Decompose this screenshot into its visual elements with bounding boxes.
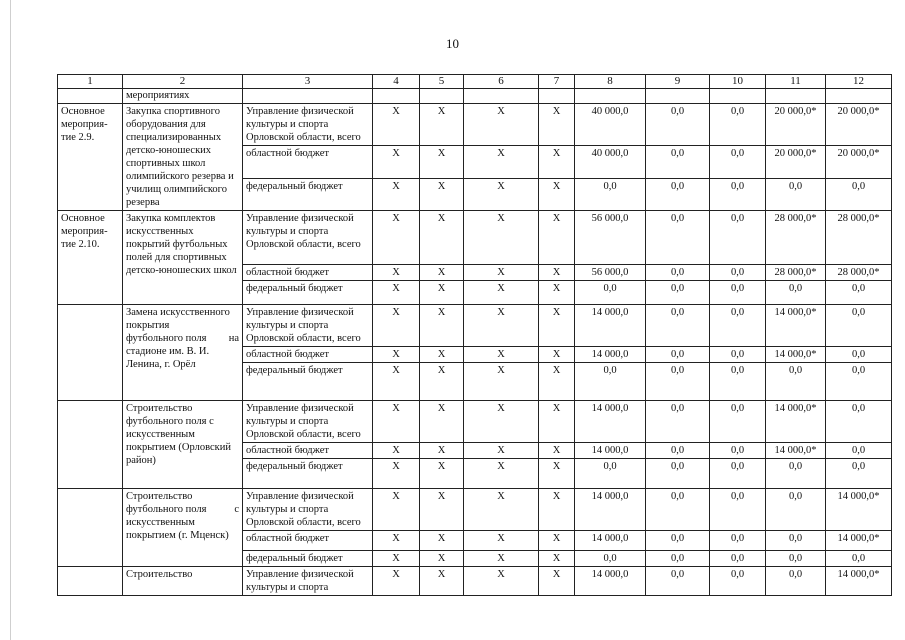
cell-c5: X: [420, 104, 464, 146]
cell-c5: X: [420, 281, 464, 305]
event-name-line: [126, 503, 239, 516]
cell-c10: 0,0: [710, 489, 766, 531]
cell-c9: 0,0: [646, 459, 710, 489]
cell-c7: X: [539, 347, 575, 363]
cell-c5: X: [420, 211, 464, 265]
cell-c6: X: [464, 211, 539, 265]
cell-c12: 0,0: [826, 401, 892, 443]
event-name-part: футбольного поля: [126, 504, 207, 515]
cell-c8: 40 000,0: [575, 146, 646, 179]
cell-c8: 14 000,0: [575, 531, 646, 551]
program-table: [57, 74, 892, 596]
cell-c8: 56 000,0: [575, 265, 646, 281]
cell-c7: X: [539, 401, 575, 443]
col-header: 5: [420, 75, 464, 89]
cell-c11: 0,0: [766, 459, 826, 489]
cell-c12: 14 000,0*: [826, 531, 892, 551]
table-row: [58, 104, 892, 146]
cell-c10: 0,0: [710, 347, 766, 363]
cell-c9: 0,0: [646, 347, 710, 363]
cell-c11: 20 000,0*: [766, 146, 826, 179]
col-header: 8: [575, 75, 646, 89]
cell-c7: X: [539, 459, 575, 489]
cell-c6: X: [464, 305, 539, 347]
cell-c7: X: [539, 489, 575, 531]
cell-c6: X: [464, 146, 539, 179]
event-code: [58, 567, 123, 596]
cell: [539, 89, 575, 104]
cell-c6: X: [464, 363, 539, 401]
cell-c10: 0,0: [710, 146, 766, 179]
event-name-line: [126, 332, 239, 345]
cell: [373, 89, 420, 104]
cell-c7: X: [539, 567, 575, 596]
cell-c10: 0,0: [710, 265, 766, 281]
cell-c11: 14 000,0*: [766, 347, 826, 363]
cell-c9: 0,0: [646, 531, 710, 551]
cell-c6: X: [464, 443, 539, 459]
cell-c4: X: [373, 211, 420, 265]
cell-c9: 0,0: [646, 211, 710, 265]
cell-c10: 0,0: [710, 551, 766, 567]
cell-c12: 20 000,0*: [826, 146, 892, 179]
funding-source: Управление физической культуры и спорта: [243, 567, 373, 596]
event-name-part: стадионе им. В. И. Ленина, г. Орёл: [126, 346, 210, 370]
cell-c4: X: [373, 489, 420, 531]
cell-c4: X: [373, 363, 420, 401]
cell-c6: X: [464, 265, 539, 281]
cell-c4: X: [373, 401, 420, 443]
cell-c5: X: [420, 531, 464, 551]
table-row: [58, 211, 892, 265]
cell-c10: 0,0: [710, 459, 766, 489]
table-row: [58, 305, 892, 347]
cell-c8: 14 000,0: [575, 443, 646, 459]
cell-c5: X: [420, 179, 464, 211]
cell-c11: 20 000,0*: [766, 104, 826, 146]
cell-c9: 0,0: [646, 567, 710, 596]
cell-c10: 0,0: [710, 401, 766, 443]
event-name: Закупка комплектов искусственных покрытий футбольных полей для спортивных детско-юношеских школ: [123, 211, 243, 305]
cell-c5: X: [420, 567, 464, 596]
cell-c9: 0,0: [646, 551, 710, 567]
cell-c11: 0,0: [766, 179, 826, 211]
cell-c8: 40 000,0: [575, 104, 646, 146]
event-name: [123, 489, 243, 567]
event-code: Основное мероприя-тие 2.10.: [58, 211, 123, 305]
col-header: 1: [58, 75, 123, 89]
page-edge-line: [10, 0, 11, 640]
cell-c9: 0,0: [646, 489, 710, 531]
page-number: 10: [446, 36, 459, 51]
cell-c4: X: [373, 567, 420, 596]
cell-c12: 0,0: [826, 443, 892, 459]
cell-c12: 0,0: [826, 281, 892, 305]
cell-c11: 14 000,0*: [766, 401, 826, 443]
cell: [646, 89, 710, 104]
cell-c10: 0,0: [710, 363, 766, 401]
cell-c7: X: [539, 443, 575, 459]
cell-c4: X: [373, 146, 420, 179]
event-code: [58, 489, 123, 567]
cell-c5: X: [420, 401, 464, 443]
cell-c10: 0,0: [710, 443, 766, 459]
cell-c10: 0,0: [710, 567, 766, 596]
cell-c4: X: [373, 459, 420, 489]
event-name-part: Замена искусственного покрытия: [126, 307, 230, 331]
cell-c4: X: [373, 281, 420, 305]
cell-c11: 0,0: [766, 551, 826, 567]
cell-c8: 14 000,0: [575, 567, 646, 596]
cell-c9: 0,0: [646, 146, 710, 179]
cell-c11: 14 000,0*: [766, 443, 826, 459]
cell-c5: X: [420, 551, 464, 567]
event-code: [58, 305, 123, 401]
funding-source: Управление физической культуры и спорта Орловской области, всего: [243, 211, 373, 265]
cell-c10: 0,0: [710, 281, 766, 305]
event-code: [58, 401, 123, 489]
cell: [464, 89, 539, 104]
cell: [58, 89, 123, 104]
cell-c4: X: [373, 443, 420, 459]
funding-source: областной бюджет: [243, 347, 373, 363]
cell-c12: 0,0: [826, 179, 892, 211]
cell-c11: 28 000,0*: [766, 265, 826, 281]
cell-c7: X: [539, 179, 575, 211]
cell-c7: X: [539, 104, 575, 146]
col-header: 10: [710, 75, 766, 89]
cell-c5: X: [420, 305, 464, 347]
funding-source: Управление физической культуры и спорта Орловской области, всего: [243, 305, 373, 347]
event-name: Закупка спортивного оборудования для специализированных детско-юношеских спортивных школ олимпийского резерва и училищ олимпийского резерва: [123, 104, 243, 211]
cell-c5: X: [420, 347, 464, 363]
cell-c12: 14 000,0*: [826, 489, 892, 531]
cell-c8: 0,0: [575, 459, 646, 489]
cell-c6: X: [464, 281, 539, 305]
event-code: Основное мероприя-тие 2.9.: [58, 104, 123, 211]
cell: [420, 89, 464, 104]
cell-c4: X: [373, 265, 420, 281]
cell-c4: X: [373, 104, 420, 146]
cell-c10: 0,0: [710, 104, 766, 146]
cell-c12: 0,0: [826, 347, 892, 363]
cell-c8: 14 000,0: [575, 305, 646, 347]
event-name: Строительство: [123, 567, 243, 596]
cell-c4: X: [373, 305, 420, 347]
cell-c8: 14 000,0: [575, 347, 646, 363]
cell-c5: X: [420, 459, 464, 489]
cell-c7: X: [539, 363, 575, 401]
event-name-part: на: [228, 333, 239, 344]
cell-c5: X: [420, 146, 464, 179]
cell-c5: X: [420, 443, 464, 459]
event-name-part: футбольного поля: [126, 333, 207, 344]
col-header: 12: [826, 75, 892, 89]
table-row: [58, 567, 892, 596]
cell-c11: 0,0: [766, 363, 826, 401]
funding-source: федеральный бюджет: [243, 459, 373, 489]
cell-c12: 20 000,0*: [826, 104, 892, 146]
event-name: мероприятиях: [123, 89, 243, 104]
cell-c9: 0,0: [646, 363, 710, 401]
col-header: 4: [373, 75, 420, 89]
cell-c9: 0,0: [646, 104, 710, 146]
cell-c12: 28 000,0*: [826, 265, 892, 281]
cell-c9: 0,0: [646, 265, 710, 281]
event-name: Строительство футбольного поля с искусственным покрытием (Орловский район): [123, 401, 243, 489]
cell-c5: X: [420, 363, 464, 401]
cell-c11: 0,0: [766, 281, 826, 305]
cell-c6: X: [464, 179, 539, 211]
col-header: 11: [766, 75, 826, 89]
cell-c10: 0,0: [710, 179, 766, 211]
col-header: 2: [123, 75, 243, 89]
cell-c4: X: [373, 551, 420, 567]
funding-source: федеральный бюджет: [243, 363, 373, 401]
cell-c12: 0,0: [826, 551, 892, 567]
cell: [243, 89, 373, 104]
cell-c9: 0,0: [646, 443, 710, 459]
cell-c6: X: [464, 401, 539, 443]
cell-c12: 14 000,0*: [826, 567, 892, 596]
cell-c9: 0,0: [646, 305, 710, 347]
cell-c12: 28 000,0*: [826, 211, 892, 265]
funding-source: Управление физической культуры и спорта Орловской области, всего: [243, 401, 373, 443]
cell-c8: 56 000,0: [575, 211, 646, 265]
event-name-part: искусственным покрытием (г. Мценск): [126, 517, 229, 541]
table-row: [58, 401, 892, 443]
cell-c9: 0,0: [646, 281, 710, 305]
cell-c8: 0,0: [575, 551, 646, 567]
cell-c8: 14 000,0: [575, 489, 646, 531]
funding-source: областной бюджет: [243, 146, 373, 179]
cell-c9: 0,0: [646, 401, 710, 443]
cell-c7: X: [539, 211, 575, 265]
cell-c7: X: [539, 281, 575, 305]
cell-c8: 0,0: [575, 281, 646, 305]
cell-c8: 14 000,0: [575, 401, 646, 443]
cell-c5: X: [420, 265, 464, 281]
cell-c6: X: [464, 459, 539, 489]
cell-c11: 0,0: [766, 489, 826, 531]
col-header: 3: [243, 75, 373, 89]
cell-c6: X: [464, 531, 539, 551]
col-header: 9: [646, 75, 710, 89]
cell-c11: 28 000,0*: [766, 211, 826, 265]
cell-c10: 0,0: [710, 305, 766, 347]
cell-c4: X: [373, 179, 420, 211]
event-name: [123, 305, 243, 401]
funding-source: Управление физической культуры и спорта Орловской области, всего: [243, 489, 373, 531]
header-row: [58, 75, 892, 89]
cell-c7: X: [539, 551, 575, 567]
cell-c6: X: [464, 567, 539, 596]
col-header: 7: [539, 75, 575, 89]
cell-c7: X: [539, 146, 575, 179]
event-name-part: Строительство: [126, 491, 193, 502]
col-header: 6: [464, 75, 539, 89]
funding-source: областной бюджет: [243, 265, 373, 281]
funding-source: областной бюджет: [243, 443, 373, 459]
cell-c12: 0,0: [826, 459, 892, 489]
cell-c11: 0,0: [766, 567, 826, 596]
cell-c6: X: [464, 104, 539, 146]
continuation-row: [58, 89, 892, 104]
funding-source: федеральный бюджет: [243, 179, 373, 211]
cell: [826, 89, 892, 104]
cell: [710, 89, 766, 104]
cell-c7: X: [539, 305, 575, 347]
cell: [766, 89, 826, 104]
funding-source: областной бюджет: [243, 531, 373, 551]
cell-c6: X: [464, 347, 539, 363]
funding-source: федеральный бюджет: [243, 551, 373, 567]
funding-source: Управление физической культуры и спорта Орловской области, всего: [243, 104, 373, 146]
cell-c8: 0,0: [575, 179, 646, 211]
cell-c11: 14 000,0*: [766, 305, 826, 347]
cell-c10: 0,0: [710, 211, 766, 265]
cell: [575, 89, 646, 104]
cell-c4: X: [373, 347, 420, 363]
event-name-part: с: [234, 504, 239, 515]
cell-c10: 0,0: [710, 531, 766, 551]
cell-c9: 0,0: [646, 179, 710, 211]
cell-c6: X: [464, 489, 539, 531]
funding-source: федеральный бюджет: [243, 281, 373, 305]
cell-c7: X: [539, 265, 575, 281]
cell-c12: 0,0: [826, 363, 892, 401]
cell-c5: X: [420, 489, 464, 531]
cell-c12: 0,0: [826, 305, 892, 347]
cell-c8: 0,0: [575, 363, 646, 401]
cell-c11: 0,0: [766, 531, 826, 551]
cell-c7: X: [539, 531, 575, 551]
cell-c4: X: [373, 531, 420, 551]
cell-c6: X: [464, 551, 539, 567]
table-row: [58, 489, 892, 531]
